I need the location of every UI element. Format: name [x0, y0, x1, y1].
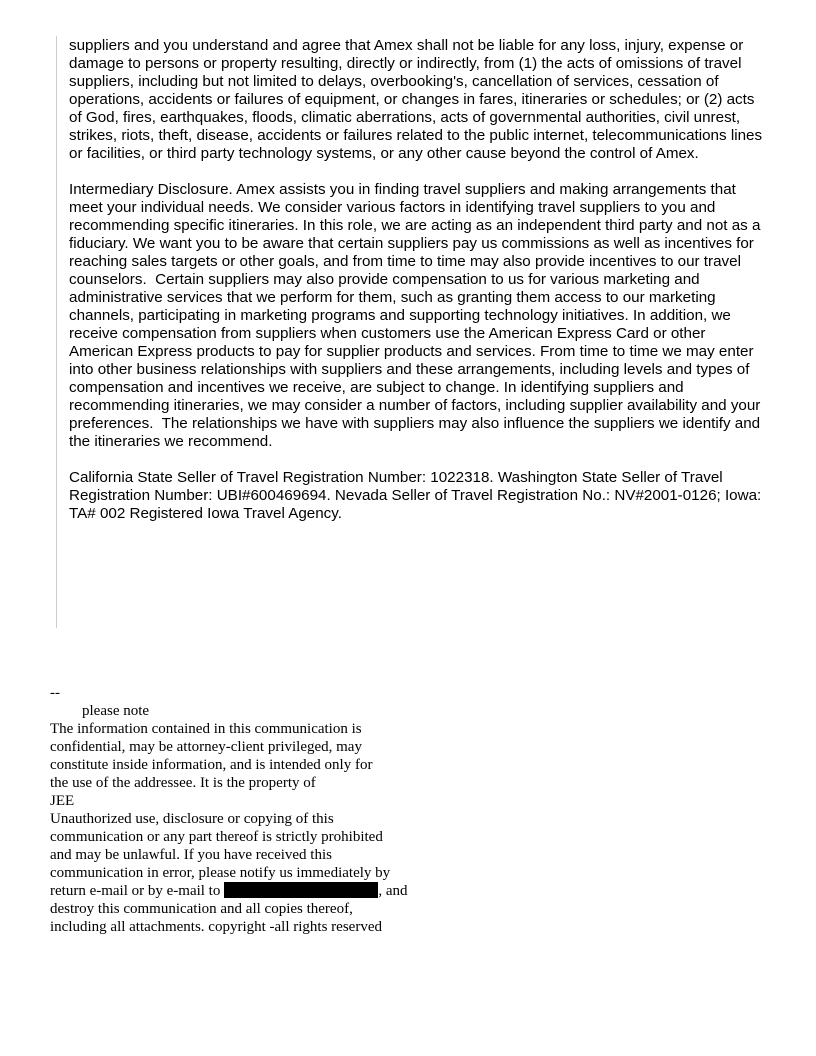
- quote-bar: [56, 36, 57, 628]
- disclaimer-email-line: [50, 882, 450, 900]
- liability-paragraph: suppliers and you understand and agree that Amex shall not be liable for any loss, injury, expense or damage to persons or property resulting, directly or indirectly, from (1) the acts of omissions of travel suppliers, including but not limited to delays, overbooking's, cancellation of services, cessation of operations, accidents or failures of equipment, or changes in fares, itineraries or schedules; or (2) acts of God, fires, earthquakes, floods, climatic aberrations, acts of governmental authorities, civil unrest, strikes, riots, theft, disease, accidents or failures related to the public internet, telecommunications lines or facilities, or third party technology systems, or any other cause beyond the control of Amex.: [69, 37, 767, 162]
- disclaimer-line: Unauthorized use, disclosure or copying of this: [50, 811, 334, 827]
- intermediary-disclosure-paragraph: Intermediary Disclosure. Amex assists you in finding travel suppliers and making arrangements that meet your individual needs. We consider various factors in identifying travel suppliers to you and recommending specific itineraries. In this role, we are acting as an independent third party and not as a fiduciary. We want you to be aware that certain suppliers pay us commissions as well as incentives for reaching sales targets or other goals, and from time to time may also provide incentives to our travel counselors. Certain suppliers may also provide compensation to us for various marketing and administrative services that we perform for them, such as granting them access to our marketing channels, participating in marketing programs and supporting technology initiatives. In addition, we receive compensation from suppliers when customers use the American Express Card or other American Express products to pay for supplier products and services. From time to time we may enter into other business relationships with suppliers and these arrangements, including levels and types of compensation and incentives we receive, are subject to change. In identifying suppliers and recommending itineraries, we may consider a number of factors, including supplier availability and your preferences. The relationships we have with suppliers may also influence the suppliers we identify and the itineraries we recommend.: [69, 181, 765, 450]
- disclaimer-line: including all attachments. copyright -all rights reserved: [50, 919, 382, 935]
- disclaimer-line: communication in error, please notify us immediately by: [50, 865, 391, 881]
- email-prefix: return e-mail or by e-mail to: [50, 883, 221, 899]
- email-suffix: , and: [378, 883, 408, 899]
- signature-separator: --: [50, 685, 60, 701]
- quoted-text-block: [69, 37, 769, 541]
- disclaimer-line: and may be unlawful. If you have received this: [50, 847, 332, 863]
- disclaimer-line: confidential, may be attorney-client privileged, may: [50, 739, 362, 755]
- please-note-label: please note: [82, 703, 150, 719]
- registration-paragraph: California State Seller of Travel Registration Number: 1022318. Washington State Seller of Travel Registration Number: UBI#600469694. Nevada Seller of Travel Registration No.: NV#2001-0126; Iowa: TA# 002 Registered Iowa Travel Agency.: [69, 469, 766, 522]
- disclaimer-line: The information contained in this communication is: [50, 721, 362, 737]
- disclaimer-line: communication or any part thereof is strictly prohibited: [50, 829, 383, 845]
- disclaimer-line: destroy this communication and all copies thereof,: [50, 901, 353, 917]
- email-signature: [50, 684, 450, 936]
- company-name: JEE: [50, 793, 75, 809]
- disclaimer-line: the use of the addressee. It is the property of: [50, 775, 316, 791]
- redacted-email: [224, 882, 378, 898]
- disclaimer-line: constitute inside information, and is intended only for: [50, 757, 373, 773]
